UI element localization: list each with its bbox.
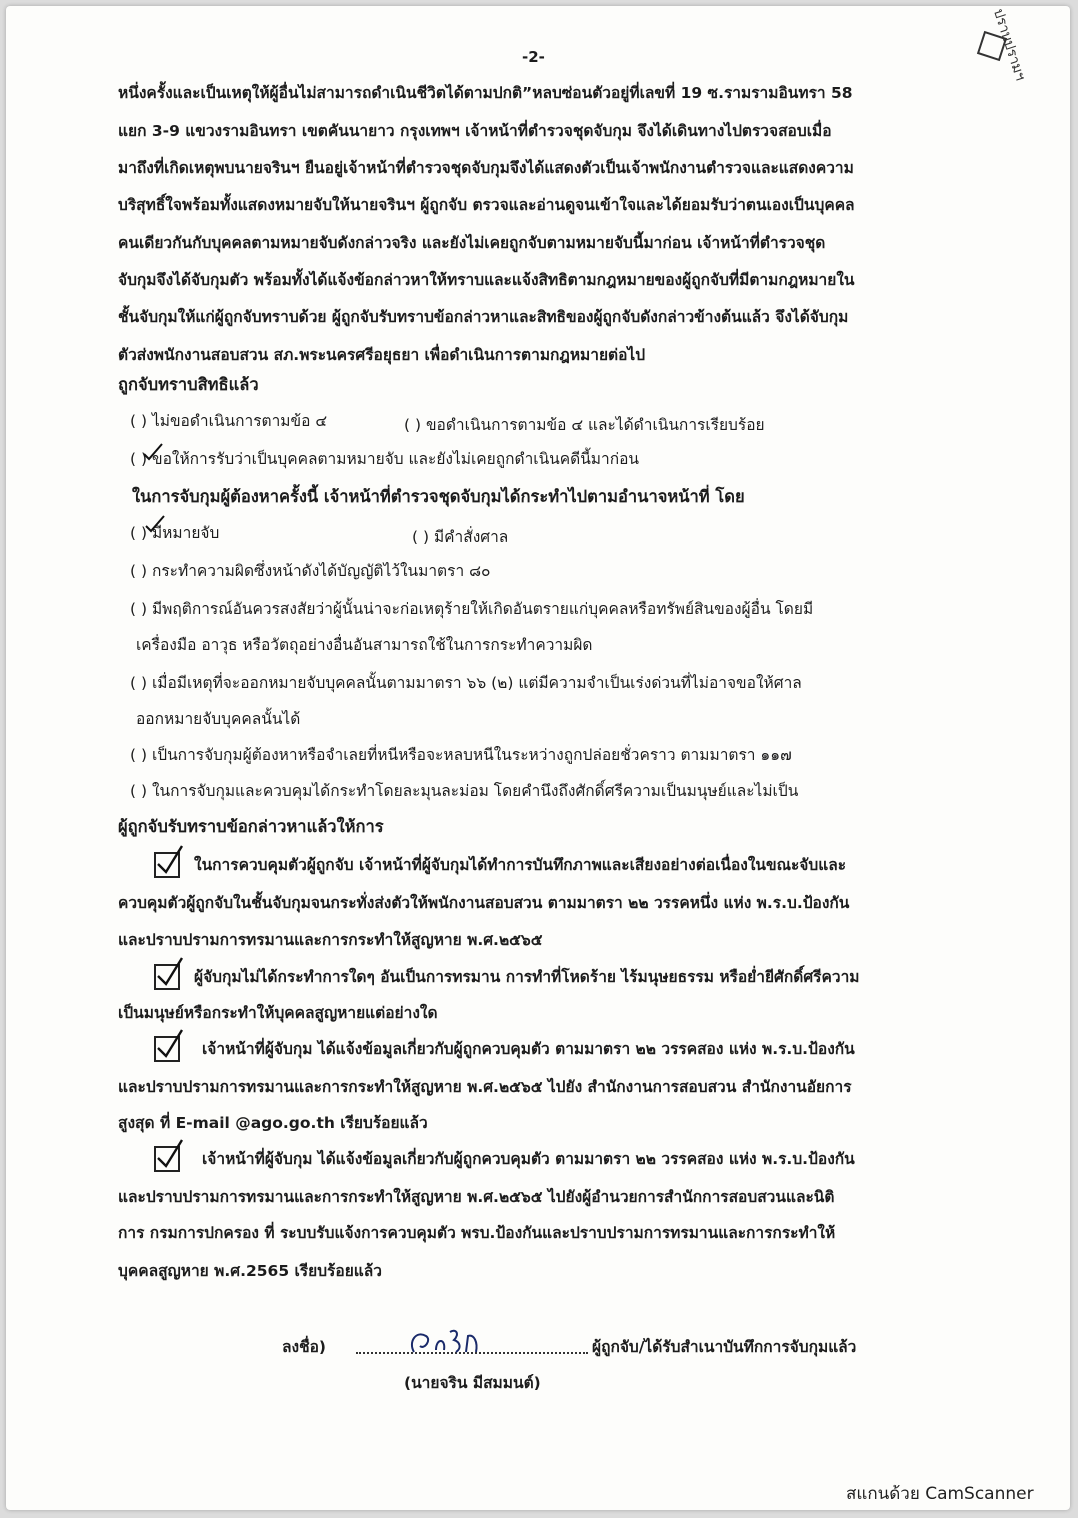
rights-heading: ถูกจับทราบสิทธิแล้ว [118, 375, 259, 394]
ack-item-2-line-2: เป็นมนุษย์หรือกระทำให้บุคคลสูญหายแต่อย่างใด [118, 1004, 438, 1022]
body-line-2: แยก 3-9 แขวงรามอินทรา เขตคันนายาว กรุงเทพฯ เจ้าหน้าที่ตำรวจชุดจับกุม จึงได้เดินทางไปตรวจสอบเมื่อ [118, 122, 832, 140]
ack-item-4-line-4: บุคคลสูญหาย พ.ศ.2565 เรียบร้อยแล้ว [118, 1262, 382, 1280]
authority-heading: ในการจับกุมผู้ต้องหาครั้งนี้ เจ้าหน้าที่ตำรวจชุดจับกุมได้กระทำไปตามอำนาจหน้าที่ โดย [132, 487, 745, 506]
ack-item-3-line-3: สูงสุด ที่ E-mail @ago.go.th เรียบร้อยแล้ว [118, 1114, 428, 1132]
authority-warrant-text: มีหมายจับ [151, 524, 220, 542]
ack-item-2-check-icon [154, 956, 184, 990]
rights-option-3-check-icon [142, 442, 164, 462]
corner-rotated-text: ปราบปรามฯ [989, 6, 1029, 83]
ack-item-2-line-1: ผู้จับกุมไม่ได้กระทำการใดๆ อันเป็นการทรมาน การทำที่โหดร้าย ไร้มนุษยธรรม หรือย่ำยีศักดิ์ศรีความ [194, 968, 860, 986]
authority-warrant-paren: ( ) [130, 524, 148, 542]
authority-suspicious-1: ( ) มีพฤติการณ์อันควรสงสัยว่าผู้นั้นน่าจะก่อเหตุร้ายให้เกิดอันตรายแก่บุคคลหรือทรัพย์สินของผู้อื่น โดยมี [130, 600, 814, 618]
ack-item-1-line-1: ในการควบคุมตัวผู้ถูกจับ เจ้าหน้าที่ผู้จับกุมได้ทำการบันทึกภาพและเสียงอย่างต่อเนื่องในขณะจับและ [194, 856, 847, 874]
ack-item-1-check-icon [154, 844, 184, 878]
authority-urgent-2: ออกหมายจับบุคคลนั้นได้ [136, 710, 301, 728]
body-line-8: ตัวส่งพนักงานสอบสวน สภ.พระนครศรีอยุธยา เพื่อดำเนินการตามกฎหมายต่อไป [118, 346, 646, 364]
ack-item-1-line-2: ควบคุมตัวผู้ถูกจับในชั้นจับกุมจนกระทั่งส่งตัวให้พนักงานสอบสวน ตามมาตรา ๒๒ วรรคหนึ่ง แห่ง พ.ร.บ.ป้องกัน [118, 894, 850, 912]
authority-dignity: ( ) ในการจับกุมและควบคุมได้กระทำโดยละมุนละม่อม โดยคำนึงถึงศักดิ์ศรีความเป็นมนุษย์และไม่เป็น [130, 782, 799, 800]
signatory-name: (นายจริน มีสมมนต์) [404, 1374, 541, 1392]
body-line-3: มาถึงที่เกิดเหตุพบนายจรินฯ ยืนอยู่เจ้าหน้าที่ตำรวจชุดจับกุมจึงได้แสดงตัวเป็นเจ้าพนักงานตำรวจและแสดงความ [118, 159, 854, 177]
signature-prefix: ลงชื่อ) [282, 1338, 326, 1356]
scanner-watermark: สแกนด้วย CamScanner [846, 1484, 1034, 1504]
authority-suspicious-2: เครื่องมือ อาวุธ หรือวัตถุอย่างอื่นอันสามารถใช้ในการกระทำความผิด [136, 636, 593, 654]
authority-warrant-check-icon [144, 514, 166, 534]
authority-bail: ( ) เป็นการจับกุมผู้ต้องหาหรือจำเลยที่หนีหรือจะหลบหนีในระหว่างถูกปล่อยชั่วคราว ตามมาตรา ๑๑๗ [130, 746, 792, 764]
signature-suffix: ผู้ถูกจับ/ได้รับสำเนาบันทึกการจับกุมแล้ว [592, 1338, 857, 1356]
ack-item-3-checkbox [154, 1036, 180, 1062]
rights-option-2: ( ) ขอดำเนินการตามข้อ ๔ และได้ดำเนินการเรียบร้อย [404, 416, 765, 434]
ack-item-4-line-2: และปราบปรามการทรมานและการกระทำให้สูญหาย พ.ศ.๒๕๖๕ ไปยังผู้อำนวยการสำนักการสอบสวนและนิติ [118, 1188, 835, 1206]
rights-option-3-paren: ( ) [130, 450, 148, 468]
rights-option-1: ( ) ไม่ขอดำเนินการตามข้อ ๔ [130, 412, 328, 430]
ack-item-1-checkbox [154, 852, 180, 878]
authority-offense: ( ) กระทำความผิดซึ่งหน้าดังได้บัญญัติไว้ในมาตรา ๘๐ [130, 562, 491, 580]
rights-option-3-text: ขอให้การรับว่าเป็นบุคคลตามหมายจับ และยังไม่เคยถูกดำเนินคดีนี้มาก่อน [151, 450, 640, 468]
ack-item-2-checkbox [154, 964, 180, 990]
ack-item-1-line-3: และปราบปรามการทรมานและการกระทำให้สูญหาย พ.ศ.๒๕๖๕ [118, 931, 543, 949]
body-line-4: บริสุทธิ์ใจพร้อมทั้งแสดงหมายจับให้นายจรินฯ ผู้ถูกจับ ตรวจและอ่านดูจนเข้าใจและได้ยอมรับว่าตนเองเป็นบุคคล [118, 196, 855, 214]
ack-item-3-line-2: และปราบปรามการทรมานและการกระทำให้สูญหาย พ.ศ.๒๕๖๕ ไปยัง สำนักงานการสอบสวน สำนักงานอัยการ [118, 1078, 852, 1096]
ack-item-4-checkbox [154, 1146, 180, 1172]
ack-item-4-line-1: เจ้าหน้าที่ผู้จับกุม ได้แจ้งข้อมูลเกี่ยวกับผู้ถูกควบคุมตัว ตามมาตรา ๒๒ วรรคสอง แห่ง พ.ร.บ.ป้องกัน [202, 1150, 855, 1168]
document-page [6, 6, 1070, 1510]
body-line-5: คนเดียวกันกับบุคคลตามหมายจับดังกล่าวจริง และยังไม่เคยถูกจับตามหมายจับนี้มาก่อน เจ้าหน้าที่ตำรวจชุด [118, 234, 826, 252]
handwritten-signature [406, 1322, 486, 1358]
ack-item-3-check-icon [154, 1028, 184, 1062]
ack-item-3-line-1: เจ้าหน้าที่ผู้จับกุม ได้แจ้งข้อมูลเกี่ยวกับผู้ถูกควบคุมตัว ตามมาตรา ๒๒ วรรคสอง แห่ง พ.ร.บ.ป้องกัน [202, 1040, 855, 1058]
ack-item-4-line-3: การ กรมการปกครอง ที่ ระบบรับแจ้งการควบคุมตัว พรบ.ป้องกันและปราบปรามการทรมานและการกระทำให้ [118, 1224, 836, 1242]
authority-urgent-1: ( ) เมื่อมีเหตุที่จะออกหมายจับบุคคลนั้นตามมาตรา ๖๖ (๒) แต่มีความจำเป็นเร่งด่วนที่ไม่อาจขอให้ศาล [130, 674, 802, 692]
ack-item-4-check-icon [154, 1138, 184, 1172]
authority-court-order: ( ) มีคำสั่งศาล [412, 528, 509, 546]
body-line-6: จับกุมจึงได้จับกุมตัว พร้อมทั้งได้แจ้งข้อกล่าวหาให้ทราบและแจ้งสิทธิตามกฎหมายของผู้ถูกจับที่มีตามกฎหมายใน [118, 271, 855, 289]
rights-option-3 [130, 448, 639, 470]
page-number: -2- [522, 48, 545, 66]
ack-heading: ผู้ถูกจับรับทราบข้อกล่าวหาแล้วให้การ [118, 817, 384, 836]
body-line-7: ชั้นจับกุมให้แก่ผู้ถูกจับทราบด้วย ผู้ถูกจับรับทราบข้อกล่าวหาและสิทธิของผู้ถูกจับดังกล่าวข้างต้นแล้ว จึงได้จับกุม [118, 308, 849, 326]
body-line-1: หนึ่งครั้งและเป็นเหตุให้ผู้อื่นไม่สามารถดำเนินชีวิตได้ตามปกติ”หลบซ่อนตัวอยู่ที่เลขที่ 19 ซ.รามรามอินทรา 58 [118, 84, 853, 102]
